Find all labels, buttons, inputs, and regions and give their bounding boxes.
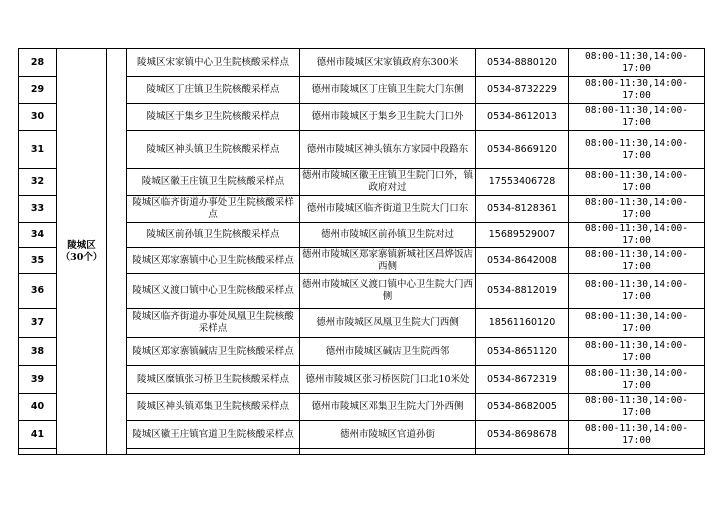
site-name: 陵城区宋家镇中心卫生院核酸采样点 — [127, 49, 300, 77]
row-number: 39 — [19, 366, 57, 394]
row-number: 34 — [19, 223, 57, 248]
site-name-empty — [127, 449, 300, 455]
site-address: 德州市陵城区邓集卫生院大门外西侧 — [300, 394, 476, 421]
site-hours-empty — [569, 449, 705, 455]
row-number: 36 — [19, 274, 57, 309]
row-number: 41 — [19, 421, 57, 449]
table-row — [19, 49, 705, 77]
blank-column — [107, 49, 127, 455]
site-phone: 0534-8128361 — [476, 196, 569, 223]
site-address: 德州市陵城区徽王庄镇卫生院门口外，镇政府对过 — [300, 169, 476, 196]
row-number-empty — [19, 449, 57, 455]
row-number: 37 — [19, 309, 57, 338]
site-name: 陵城区丁庄镇卫生院核酸采样点 — [127, 77, 300, 104]
site-name: 陵城区临齐街道办事处凤凰卫生院核酸采样点 — [127, 309, 300, 338]
site-phone: 0534-8612013 — [476, 104, 569, 131]
site-address: 德州市陵城区郑家寨镇新城社区昌烨饭店西侧 — [300, 248, 476, 274]
site-hours: 08:00-11:30,14:00-17:00 — [569, 394, 705, 421]
site-address: 德州市陵城区碱店卫生院西邻 — [300, 338, 476, 366]
site-hours: 08:00-11:30,14:00-17:00 — [569, 421, 705, 449]
row-number: 40 — [19, 394, 57, 421]
site-hours: 08:00-11:30,14:00-17:00 — [569, 77, 705, 104]
site-phone: 0534-8642008 — [476, 248, 569, 274]
row-number: 35 — [19, 248, 57, 274]
site-hours: 08:00-11:30,14:00-17:00 — [569, 49, 705, 77]
site-phone: 15689529007 — [476, 223, 569, 248]
site-name: 陵城区前孙镇卫生院核酸采样点 — [127, 223, 300, 248]
site-address: 德州市陵城区丁庄镇卫生院大门东侧 — [300, 77, 476, 104]
site-name: 陵城区义渡口镇中心卫生院核酸采样点 — [127, 274, 300, 309]
site-address: 德州市陵城区义渡口镇中心卫生院大门西侧 — [300, 274, 476, 309]
site-address-empty — [300, 449, 476, 455]
site-hours: 08:00-11:30,14:00-17:00 — [569, 196, 705, 223]
site-phone: 0534-8669120 — [476, 131, 569, 169]
site-hours: 08:00-11:30,14:00-17:00 — [569, 104, 705, 131]
site-hours: 08:00-11:30,14:00-17:00 — [569, 169, 705, 196]
site-hours: 08:00-11:30,14:00-17:00 — [569, 309, 705, 338]
site-hours: 08:00-11:30,14:00-17:00 — [569, 248, 705, 274]
site-hours: 08:00-11:30,14:00-17:00 — [569, 131, 705, 169]
site-name: 陵城区徽王庄镇官道卫生院核酸采样点 — [127, 421, 300, 449]
row-number: 32 — [19, 169, 57, 196]
site-name: 陵城区于集乡卫生院核酸采样点 — [127, 104, 300, 131]
site-phone: 0534-8880120 — [476, 49, 569, 77]
site-hours: 08:00-11:30,14:00-17:00 — [569, 223, 705, 248]
site-phone: 0534-8682005 — [476, 394, 569, 421]
site-address: 德州市陵城区凤凰卫生院大门西侧 — [300, 309, 476, 338]
site-address: 德州市陵城区于集乡卫生院大门口外 — [300, 104, 476, 131]
site-phone: 17553406728 — [476, 169, 569, 196]
site-phone: 0534-8698678 — [476, 421, 569, 449]
site-phone: 18561160120 — [476, 309, 569, 338]
site-hours: 08:00-11:30,14:00-17:00 — [569, 274, 705, 309]
district-cell: 陵城区（30个） — [57, 49, 107, 455]
row-number: 29 — [19, 77, 57, 104]
row-number: 28 — [19, 49, 57, 77]
site-phone-empty — [476, 449, 569, 455]
site-name: 陵城区神头镇卫生院核酸采样点 — [127, 131, 300, 169]
site-address: 德州市陵城区宋家镇政府东300米 — [300, 49, 476, 77]
site-name: 陵城区郑家寨镇碱店卫生院核酸采样点 — [127, 338, 300, 366]
site-name: 陵城区糜镇张习桥卫生院核酸采样点 — [127, 366, 300, 394]
site-hours: 08:00-11:30,14:00-17:00 — [569, 366, 705, 394]
site-phone: 0534-8651120 — [476, 338, 569, 366]
site-phone: 0534-8812019 — [476, 274, 569, 309]
site-phone: 0534-8672319 — [476, 366, 569, 394]
site-hours: 08:00-11:30,14:00-17:00 — [569, 338, 705, 366]
sampling-sites-table — [18, 48, 705, 455]
site-address: 德州市陵城区张习桥医院门口北10米处 — [300, 366, 476, 394]
row-number: 30 — [19, 104, 57, 131]
site-phone: 0534-8732229 — [476, 77, 569, 104]
site-name: 陵城区郑家寨镇中心卫生院核酸采样点 — [127, 248, 300, 274]
site-address: 德州市陵城区神头镇东方家园中段路东 — [300, 131, 476, 169]
row-number: 38 — [19, 338, 57, 366]
row-number: 31 — [19, 131, 57, 169]
site-name: 陵城区徽王庄镇卫生院核酸采样点 — [127, 169, 300, 196]
site-address: 德州市陵城区临齐街道卫生院大门口东 — [300, 196, 476, 223]
site-address: 德州市陵城区官道孙街 — [300, 421, 476, 449]
row-number: 33 — [19, 196, 57, 223]
site-name: 陵城区临齐街道办事处卫生院核酸采样点 — [127, 196, 300, 223]
site-name: 陵城区神头镇邓集卫生院核酸采样点 — [127, 394, 300, 421]
site-address: 德州市陵城区前孙镇卫生院对过 — [300, 223, 476, 248]
